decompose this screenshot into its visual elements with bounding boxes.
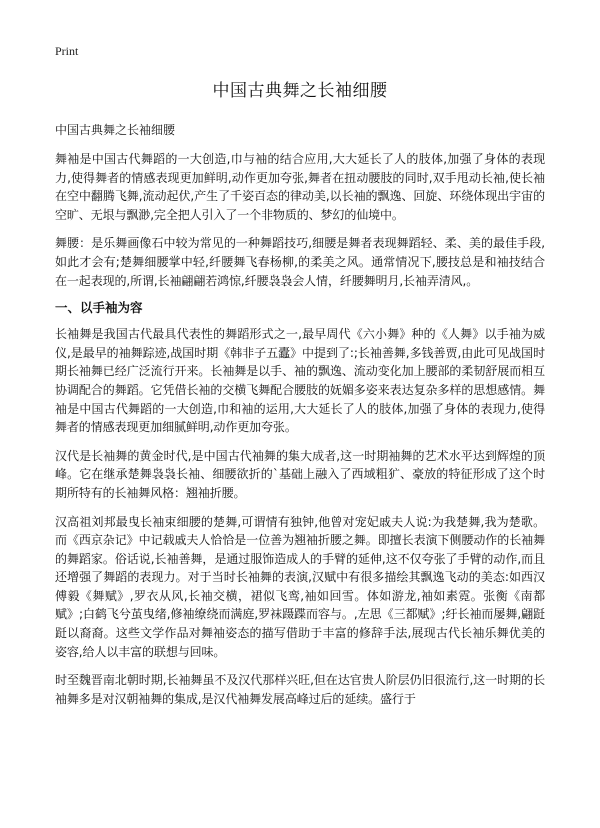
document-subtitle: 中国古典舞之长袖细腰	[55, 123, 176, 137]
intro-paragraph: 舞袖是中国古代舞蹈的一大创造,巾与袖的结合应用,大大延长了人的肢体,加强了身体的表现力,使得舞者的情感表现更加鲜明,动作更加夸张,舞者在扭动腰肢的同时,双手甩动长袖,使长袖在空中翻腾飞舞,流动起伏,产生了千姿百态的律动美,以长袖的飘逸、回旋、环绕体现出宇宙的空旷、无垠与飘渺,完全把人引入了一个非物质的、梦幻的仙境中。	[55, 152, 545, 222]
section-heading: 一、以手袖为容	[55, 300, 143, 316]
section-paragraph: 汉代是长袖舞的黄金时代,是中国古代袖舞的集大成者,这一时期袖舞的艺术水平达到辉煌的顶峰。它在继承楚舞袅袅长袖、细腰欲折的`基础上融入了西域粗犷、豪放的特征形成了这个时期所特有的长袖舞风格：翘袖折腰。	[55, 448, 545, 500]
article-body	[55, 150, 545, 718]
section-paragraph: 时至魏晋南北朝时期,长袖舞虽不及汉代那样兴旺,但在达官贵人阶层仍旧很流行,这一时期的长袖舞多是对汉朝袖舞的集成,是汉代袖舞发展高峰过后的延续。盛行于	[55, 673, 545, 706]
section-paragraph: 汉高祖刘邦最曳长袖束细腰的楚舞,可谓情有独钟,他曾对宠妃戚夫人说:为我楚舞,我为楚歌。而《西京杂记》中记载戚夫人恰恰是一位善为翘袖折腰之舞。即擅长表演下侧腰动作的长袖舞的舞蹈家。俗话说,长袖善舞，是通过服饰造成人的手臂的延伸,这不仅夸张了手臂的动作,而且还增强了舞蹈的表现力。对于当时长袖舞的表演,汉赋中有很多描绘其飘逸飞动的美态:如西汉傅毅《舞赋》,罗衣从风,长袖交横，裙似飞鸾,袖如回雪。体如游龙,袖如素霓。张衡《南都赋》;白鹤飞兮茧曳绪,修袖缭绕而满庭,罗袜蹑蹀而容与。,左思《三都赋》;纡长袖而屡舞,翩跹跹以裔裔。这些文学作品对舞袖姿态的描写借助于丰富的修辞手法,展现古代长袖乐舞优美的姿容,给人以丰富的联想与回味。	[55, 514, 545, 659]
intro-paragraph: 舞腰：是乐舞画像石中较为常见的一种舞蹈技巧,细腰是舞者表现舞蹈轻、柔、美的最佳手段,如此才会有;楚舞细腰掌中轻,纤腰舞飞春杨柳,的柔美之风。通常情况下,腰技总是和袖技结合在一起表现的,所谓,长袖翩翩若鸿惊,纤腰袅袅会人情，纤腰舞明月,长袖弄清风,。	[55, 236, 545, 288]
page-title: 中国古典舞之长袖细腰	[212, 81, 388, 101]
print-link[interactable]: Print	[55, 44, 79, 58]
section-paragraph: 长袖舞是我国古代最具代表性的舞蹈形式之一,最早周代《六小舞》种的《人舞》以手袖为威仪,是最早的袖舞踪迹,战国时期《韩非子五蠹》中提到了:;长袖善舞,多钱善贾,由此可见战国时期长袖舞已经广泛流行开来。长袖舞是以手、袖的飘逸、流动变化加上腰部的柔韧舒展而相互协调配合的舞蹈。它凭借长袖的交横飞舞配合腰肢的妩媚多姿来表达复杂多样的思想感情。舞袖是中国古代舞蹈的一大创造,巾和袖的运用,大大延长了人的肢体,加强了身体的表现力,使得舞者的情感表现更加细腻鲜明,动作更加夸张。	[55, 327, 545, 435]
